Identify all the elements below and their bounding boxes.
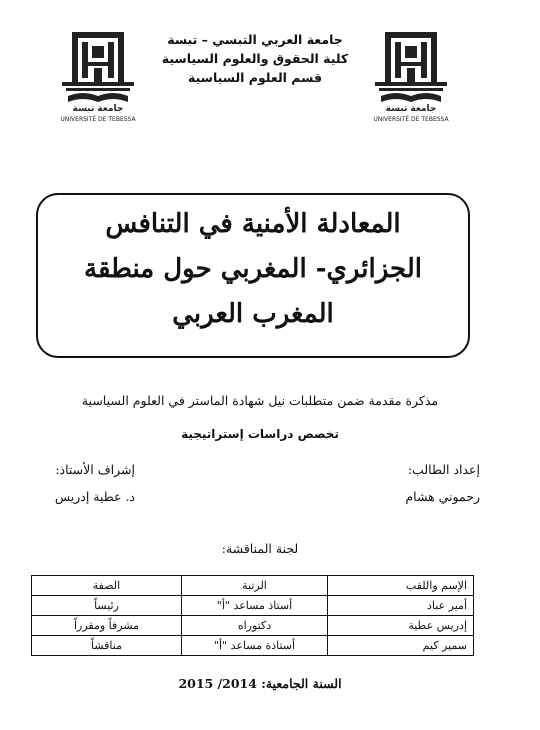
specialty: تخصص دراسات إستراتيجية [181,427,339,441]
cell-rank: أستاذة مساعد "أ" [182,636,328,656]
cell-role: مشرفاً ومقرراً [32,616,182,636]
cell-rank: دكتوراه [182,616,328,636]
table-row [32,596,474,616]
cell-role: مناقشاً [32,636,182,656]
supervisor-name: د. عطية إدريس [54,489,135,504]
university-logo-right [371,26,451,124]
header-role: الصفة [32,576,182,596]
svg-text:جامعة تبسة: جامعة تبسة [385,104,437,114]
student-name: رحموني هشام [405,489,480,504]
jury-table [31,575,474,656]
committee-label: لجنة المناقشة: [221,541,299,556]
header-rank: الرتبة [182,576,328,596]
cell-name: إدريس عطية [328,616,474,636]
student-label: إعداد الطالب: [407,462,480,477]
cell-name: سمير كيم [328,636,474,656]
cell-rank: أستاذ مساعد "أ" [182,596,328,616]
academic-year: السنة الجامعية: 2014/ 2015 [178,676,342,691]
title-line-1: المعادلة الأمنية في التنافس [105,209,401,239]
thesis-subtitle: مذكرة مقدمة ضمن متطلبات نيل شهادة الماستر في العلوم السياسية [81,393,439,408]
cell-name: أمير عباد [328,596,474,616]
title-line-3: المغرب العربي [172,299,334,329]
department-name: قسم العلوم السياسية [187,70,322,85]
svg-text:UNIVERSITÉ DE TEBESSA: UNIVERSITÉ DE TEBESSA [60,116,136,123]
svg-text:UNIVERSITÉ DE TEBESSA: UNIVERSITÉ DE TEBESSA [373,116,449,123]
institution-header [140,30,370,87]
thesis-title [36,202,470,337]
university-name: جامعة العربي التبسي – تبسة [167,32,343,47]
university-logo-left [58,26,138,124]
table-row [32,636,474,656]
header-name: الإسم واللقب [328,576,474,596]
table-row [32,616,474,636]
svg-text:جامعة تبسة: جامعة تبسة [72,104,124,114]
supervisor-label: إشراف الأستاذ: [55,462,135,477]
faculty-name: كلية الحقوق والعلوم السياسية [161,51,349,66]
cell-role: رئيساً [32,596,182,616]
table-header-row [32,576,474,596]
title-line-2: الجزائري- المغربي حول منطقة [84,254,422,284]
